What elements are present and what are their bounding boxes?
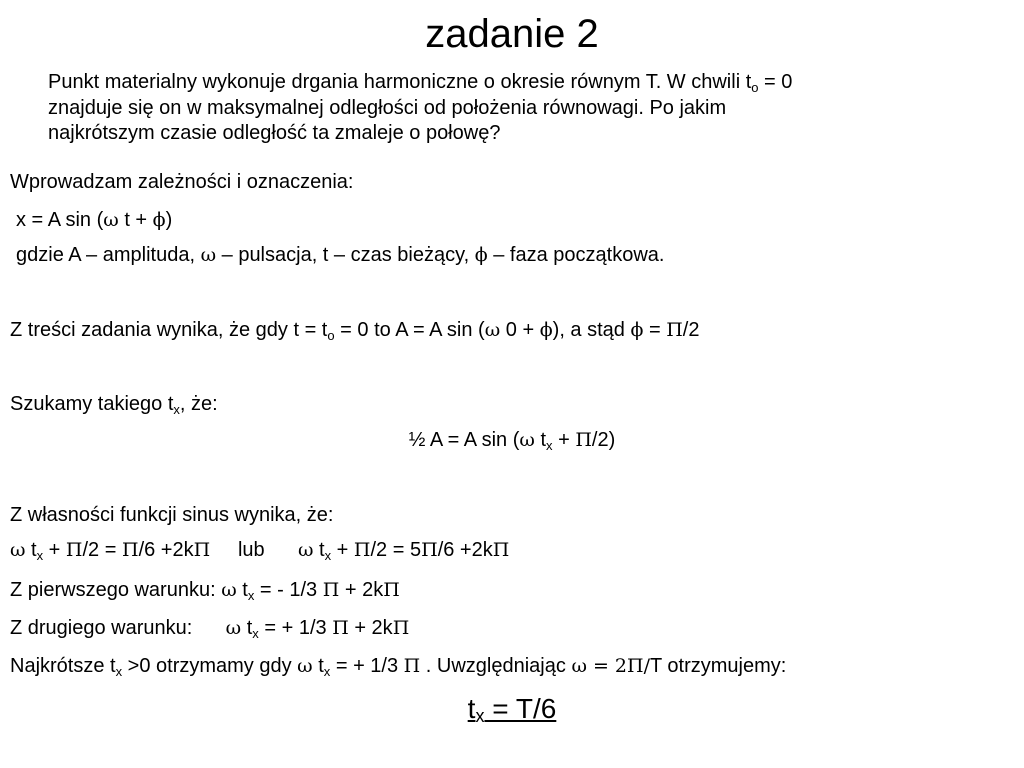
text: + xyxy=(552,429,576,451)
pi-symbol: Π xyxy=(421,539,438,561)
subscript: x xyxy=(323,664,331,679)
omega-symbol: ω xyxy=(519,429,535,451)
eq-text: x = A sin ( xyxy=(16,209,104,231)
phi-symbol: ϕ xyxy=(474,244,488,266)
omega-symbol: ω xyxy=(484,319,501,341)
def-text: – faza początkowa. xyxy=(487,244,665,266)
text: /2 = 5 xyxy=(370,539,422,561)
equation-motion xyxy=(16,208,172,232)
phi-symbol: ϕ xyxy=(630,319,644,341)
problem-text: Punkt materialny wykonuje drgania harmoniczne o okresie równym T. W chwili t xyxy=(48,71,752,93)
text: t xyxy=(313,539,325,561)
subscript: x xyxy=(247,588,255,603)
text: = T/6 xyxy=(484,693,557,724)
text: t xyxy=(25,539,37,561)
pi-symbol: Π xyxy=(193,539,211,561)
pi-symbol: Π xyxy=(383,579,400,601)
text: /6 +2k xyxy=(138,539,194,561)
omega-symbol: ω xyxy=(103,209,119,231)
subscript: x xyxy=(252,626,259,641)
problem-line-1 xyxy=(48,70,1008,96)
text: /2 xyxy=(682,319,700,341)
text: Z treści zadania wynika, że gdy t = t xyxy=(10,319,328,341)
text: t xyxy=(312,655,324,677)
text: Z pierwszego warunku: xyxy=(10,579,222,601)
eq-text: ) xyxy=(165,209,173,231)
text: + 2k xyxy=(348,617,393,639)
initial-condition xyxy=(10,318,699,342)
notation-heading: Wprowadzam zależności i oznaczenia: xyxy=(10,171,354,193)
shortest-time-statement xyxy=(10,654,786,678)
def-text: – pulsacja, t – czas bieżący, xyxy=(216,244,475,266)
omega-symbol: ω xyxy=(10,539,26,561)
text: + xyxy=(43,539,66,561)
first-condition xyxy=(10,578,400,602)
text: t xyxy=(534,429,547,451)
search-statement xyxy=(10,392,218,416)
text: lub xyxy=(210,539,298,561)
pi-symbol: Π xyxy=(322,579,340,601)
half-amplitude-equation xyxy=(0,428,1024,452)
subscript: x xyxy=(115,664,123,679)
text: t xyxy=(236,579,248,601)
text: = xyxy=(643,319,667,341)
phi-symbol: ϕ xyxy=(152,209,166,231)
text: ), a stąd xyxy=(552,319,631,341)
pi-symbol: Π xyxy=(492,539,510,561)
omega-symbol: ω xyxy=(298,539,314,561)
text: , że: xyxy=(179,393,218,415)
omega-symbol: ω xyxy=(297,655,313,677)
problem-text: = 0 xyxy=(758,71,793,93)
text: Szukamy takiego t xyxy=(10,393,174,415)
phi-symbol: ϕ xyxy=(539,319,553,341)
text: >0 otrzymamy gdy xyxy=(122,655,298,677)
pi-symbol: Π xyxy=(332,617,349,639)
pi-symbol: Π xyxy=(575,429,592,451)
problem-line-2: znajduje się on w maksymalnej odległości od położenia równowagi. Po jakim xyxy=(48,96,727,119)
text: /2) xyxy=(591,429,616,451)
eq-text: t + xyxy=(118,209,153,231)
subscript: x xyxy=(173,402,180,417)
subscript: o xyxy=(751,80,759,95)
subscript: x xyxy=(36,548,44,563)
text: /2 = xyxy=(82,539,122,561)
final-result xyxy=(0,693,1024,725)
subscript: x xyxy=(324,548,332,563)
def-text: gdzie A – amplituda, xyxy=(16,244,201,266)
pi-symbol: Π xyxy=(403,655,421,677)
text: t xyxy=(241,617,253,639)
pi-symbol: Π xyxy=(666,319,683,341)
text: T otrzymujemy: xyxy=(650,655,787,677)
slide-title: zadanie 2 xyxy=(425,12,599,56)
second-condition xyxy=(10,616,409,640)
sine-solutions xyxy=(10,538,509,562)
sine-properties-heading: Z własności funkcji sinus wynika, że: xyxy=(10,504,334,526)
text: 0 + xyxy=(500,319,540,341)
text: + xyxy=(331,539,354,561)
result-formula xyxy=(468,693,557,724)
text: = + 1/3 xyxy=(330,655,404,677)
subscript: x xyxy=(546,438,553,453)
notation-definitions xyxy=(16,243,664,267)
text: = + 1/3 xyxy=(258,617,333,639)
pi-symbol: Π xyxy=(392,617,410,639)
subscript: o xyxy=(327,328,335,343)
pi-symbol: Π xyxy=(353,539,371,561)
omega-definition: ω = 2Π/ xyxy=(571,655,650,677)
text: = - 1/3 xyxy=(254,579,323,601)
pi-symbol: Π xyxy=(121,539,139,561)
problem-statement xyxy=(48,70,1008,147)
text: t xyxy=(467,693,476,724)
text: Z drugiego warunku: xyxy=(10,617,226,639)
text: = 0 to A = A sin ( xyxy=(334,319,485,341)
text: /6 +2k xyxy=(437,539,493,561)
omega-symbol: ω xyxy=(221,579,237,601)
pi-symbol: Π xyxy=(65,539,83,561)
omega-symbol: ω xyxy=(200,244,217,266)
text: + 2k xyxy=(339,579,384,601)
problem-line-3: najkrótszym czasie odległość ta zmaleje o połowę? xyxy=(48,122,501,145)
text: Najkrótsze t xyxy=(10,655,116,677)
text: . Uwzględniając xyxy=(420,655,572,677)
text: ½ A = A sin ( xyxy=(408,429,520,451)
omega-symbol: ω xyxy=(225,617,242,639)
subscript: x xyxy=(475,706,485,726)
